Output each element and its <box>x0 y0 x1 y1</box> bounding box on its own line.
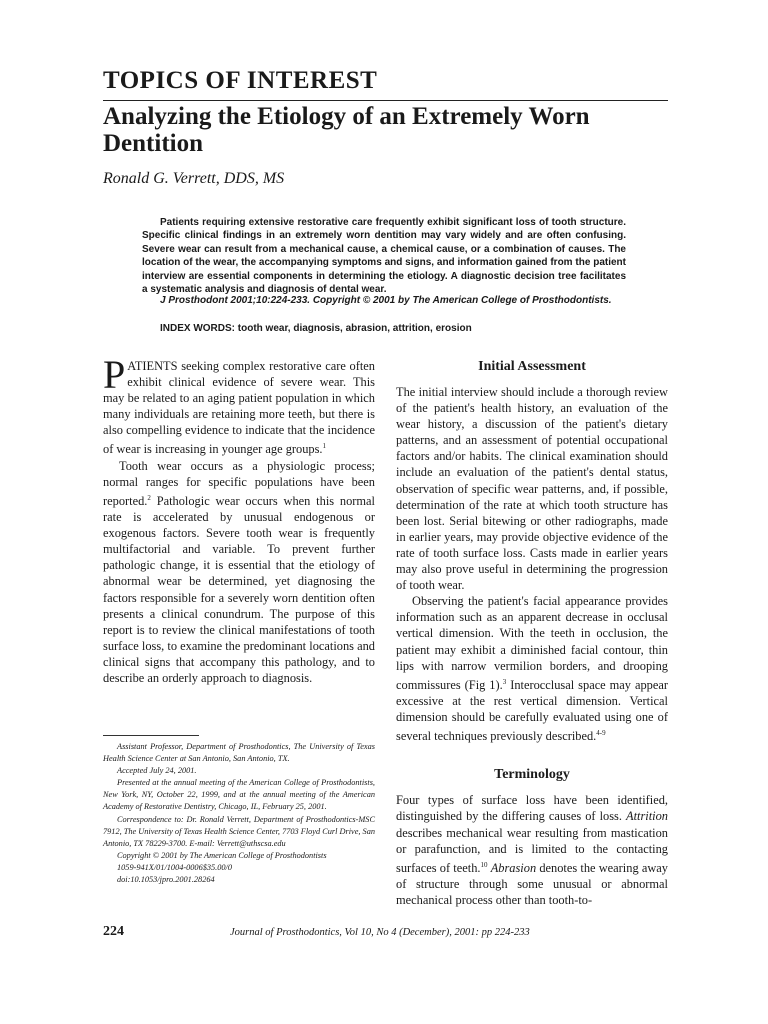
reference-marker: 2 <box>147 493 151 502</box>
section-heading-initial-assessment: Initial Assessment <box>478 359 586 374</box>
body-paragraph <box>396 792 668 908</box>
left-column <box>103 352 375 686</box>
body-paragraph <box>103 458 375 686</box>
term-abrasion: Abrasion <box>490 860 537 875</box>
footnote: Correspondence to: Dr. Ronald Verrett, Department of Prosthodontics-MSC 7912, The University of Texas Health Science Center, 7703 Floyd Curl Drive, San Antonio, TX 78229-3700. E-mail: Verrett@uthscsa.edu <box>103 814 375 848</box>
reference-marker: 10 <box>480 860 488 869</box>
footnote: doi:10.1053/jpro.2001.28264 <box>117 875 215 885</box>
citation: J Prosthodont 2001;10:224-233. Copyright © 2001 by The American College of Prosthodontists. <box>160 295 612 306</box>
header-rule <box>103 100 668 101</box>
section-label: TOPICS OF INTEREST <box>103 67 378 94</box>
footnote: Presented at the annual meeting of the American College of Prosthodontists, New York, NY, October 22, 1999, and at the annual meeting of the American Academy of Restorative Dentistry, Chicago, IL, February 25, 2001. <box>103 778 375 812</box>
footnote: Copyright © 2001 by The American College of Prosthodontists <box>117 850 327 860</box>
reference-marker: 1 <box>322 442 327 451</box>
page-number: 224 <box>103 924 124 939</box>
author-byline: Ronald G. Verrett, DDS, MS <box>103 170 285 187</box>
section-heading-terminology: Terminology <box>494 767 570 783</box>
intro-text: ATIENTS seeking complex restorative care often exhibit clinical evidence of severe wear. This may be related to an aging patient population in which many individuals are retaining more teeth, but there is also compelling evidence to indicate that the incidence of wear is increasing in younger age groups. <box>103 359 375 457</box>
running-footer: Journal of Prosthodontics, Vol 10, No 4 (December), 2001: pp 224-233 <box>230 927 530 938</box>
body-paragraph <box>396 593 668 744</box>
body-text: Tooth wear occurs as a physiologic process; normal ranges for specific populations have been reported. <box>103 458 375 508</box>
drop-cap: P <box>103 352 126 397</box>
index-words: INDEX WORDS: tooth wear, diagnosis, abrasion, attrition, erosion <box>160 323 472 334</box>
body-text: describes mechanical wear resulting from mastication or parafunction, and is limited to the contacting surfaces of teeth. <box>396 825 668 875</box>
reference-marker: 4-9 <box>596 729 606 738</box>
article-title: Analyzing the Etiology of an Extremely Worn Dentition <box>103 103 590 157</box>
footnote: Accepted July 24, 2001. <box>117 766 197 776</box>
right-column <box>396 358 668 908</box>
body-text: Four types of surface loss have been identified, distinguished by the differing causes of loss. <box>396 793 668 824</box>
footnote-rule <box>103 735 199 736</box>
abstract-text: Patients requiring extensive restorative care frequently exhibit significant loss of tooth structure. Specific clinical findings in an extremely worn dentition may vary widely and are often confusing. Severe wear can result from a mechanical cause, a chemical cause, or a combination of causes. The location of the wear, the accompanying symptoms and signs, and information gained from the patient interview are essential components in determining the etiology. A diagnostic decision tree facilitates a systematic analysis and diagnosis of dental wear. <box>142 217 626 296</box>
body-text: denotes the wearing away of structure through some unusual or abnormal mechanical process other than tooth-to- <box>396 860 668 907</box>
body-text: Interocclusal space may appear excessive at the rest vertical dimension. Vertical dimension should be carefully evaluated using one of several techniques previously described. <box>396 677 668 744</box>
body-text: Pathologic wear occurs when this normal rate is accelerated by unusual endogenous or exogenous factors. Severe tooth wear is frequently multifactorial and variable. To prevent further pathologic change, it is essential that the etiology of abnormal wear be determined, yet diagnosing the factors responsible for a severely worn dentition often presents a clinical conundrum. The purpose of this report is to review the clinical manifestations of tooth surface loss, to examine the predominant locations and clinical signs that accompany this pathology, and to describe an orderly approach to diagnosis. <box>103 494 375 686</box>
abstract <box>142 216 626 296</box>
reference-marker: 3 <box>502 677 507 686</box>
footnote: Assistant Professor, Department of Prosthodontics, The University of Texas Health Science Center at San Antonio, San Antonio, TX. <box>103 742 375 764</box>
term-attrition: Attrition <box>626 809 668 824</box>
body-text: Observing the patient's facial appearance provides information such as an apparent decrease in occlusal vertical dimension. With the teeth in occlusion, the patient may exhibit a diminished facial contour, thin lips with narrow vermilion borders, and drooping commissures (Fig 1). <box>396 594 668 692</box>
footnote: 1059-941X/01/1004-0006$35.00/0 <box>117 862 232 872</box>
footnotes <box>103 741 375 886</box>
body-paragraph: The initial interview should include a thorough review of the patient's health history, an evaluation of the wear history, a discussion of the patient's dietary patterns, and an assessment of potential occupational factors and/or habits. The clinical examination should include an evaluation of the patient's dental status, observation of specific wear patterns, and, if possible, determination of the rate at which tooth structure has been lost. Serial bitewing or other radiographs, made in earlier years, may provide objective evidence of the rate of tooth surface loss. Casts made in earlier years may also prove useful in determining the progression of tooth wear. <box>396 385 668 593</box>
intro-paragraph <box>103 352 375 458</box>
